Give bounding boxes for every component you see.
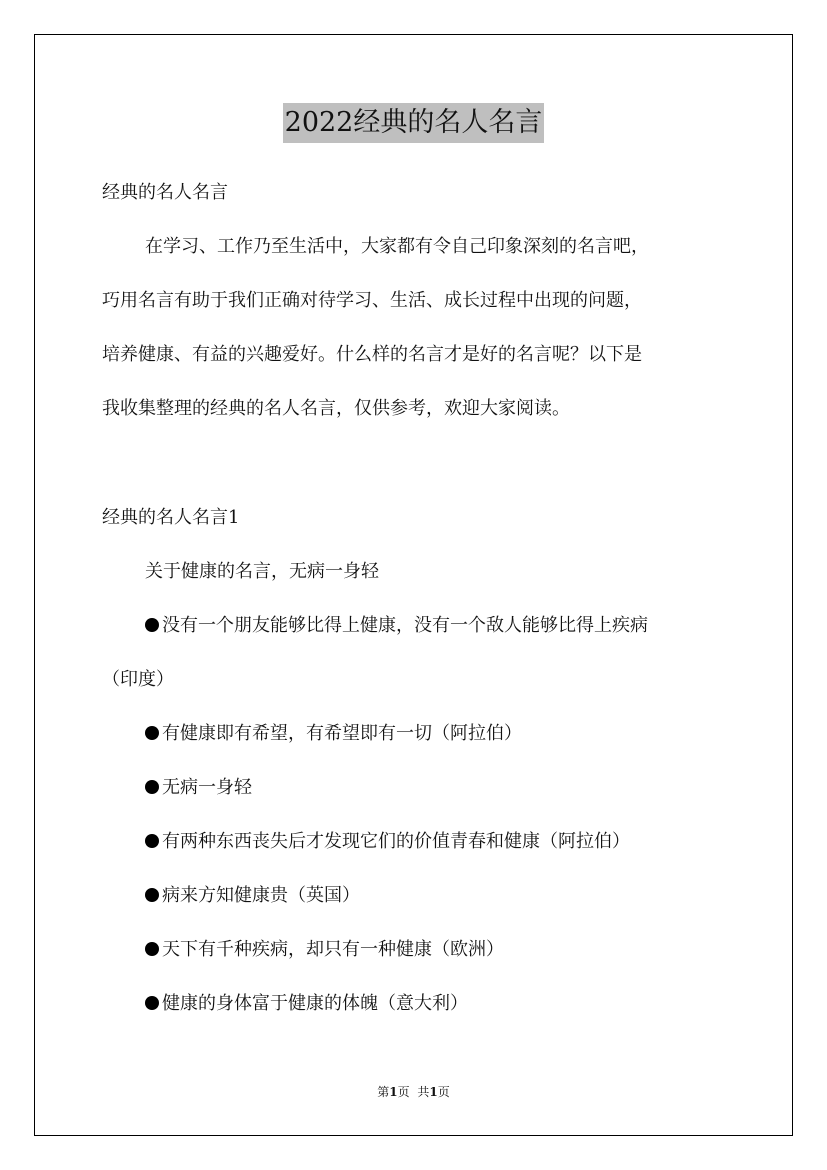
quote-text: 有两种东西丧失后才发现它们的价值青春和健康（阿拉伯）	[162, 831, 630, 852]
quote-item	[145, 991, 468, 1017]
quote-item	[145, 937, 504, 963]
intro-line-1: 在学习、工作乃至生活中，大家都有令自己印象深刻的名言吧，	[145, 236, 649, 257]
quote-text: 无病一身轻	[162, 777, 252, 798]
quote-text: 没有一个朋友能够比得上健康，没有一个敌人能够比得上疾病	[162, 615, 648, 636]
quote-item	[145, 883, 360, 909]
bullet-icon	[145, 834, 159, 848]
bullet-icon	[145, 888, 159, 902]
quote-text: 天下有千种疾病，却只有一种健康（欧洲）	[162, 939, 504, 960]
footer-total-suffix: 页	[437, 1085, 450, 1099]
footer-total-prefix: 共	[417, 1085, 430, 1099]
footer-page-number: 1	[389, 1085, 398, 1099]
section-heading: 经典的名人名言1	[102, 507, 240, 528]
page-footer	[0, 1083, 827, 1101]
quote-item	[145, 829, 630, 855]
quote-text: 有健康即有希望，有希望即有一切（阿拉伯）	[162, 723, 522, 744]
intro-line-4: 我收集整理的经典的名人名言，仅供参考，欢迎大家阅读。	[102, 398, 570, 419]
footer-total-number: 1	[429, 1085, 438, 1099]
intro-line-3: 培养健康、有益的兴趣爱好。什么样的名言才是好的名言呢？以下是	[102, 344, 642, 365]
subtitle: 经典的名人名言	[102, 182, 228, 203]
bullet-icon	[145, 942, 159, 956]
section-topic: 关于健康的名言，无病一身轻	[145, 561, 379, 582]
intro-line-2: 巧用名言有助于我们正确对待学习、生活、成长过程中出现的问题，	[102, 290, 642, 311]
quote-continuation: （印度）	[102, 669, 174, 690]
footer-page-suffix: 页	[397, 1085, 410, 1099]
bullet-icon	[145, 780, 159, 794]
quote-text: 健康的身体富于健康的体魄（意大利）	[162, 993, 468, 1014]
bullet-icon	[145, 726, 159, 740]
bullet-icon	[145, 618, 159, 632]
quote-text: 病来方知健康贵（英国）	[162, 885, 360, 906]
quote-item	[145, 613, 648, 639]
footer-page-prefix: 第	[377, 1085, 390, 1099]
quote-item	[145, 775, 252, 801]
bullet-icon	[145, 996, 159, 1010]
title-container	[0, 103, 827, 143]
quote-item	[145, 721, 522, 747]
document-title: 2022经典的名人名言	[283, 103, 545, 143]
